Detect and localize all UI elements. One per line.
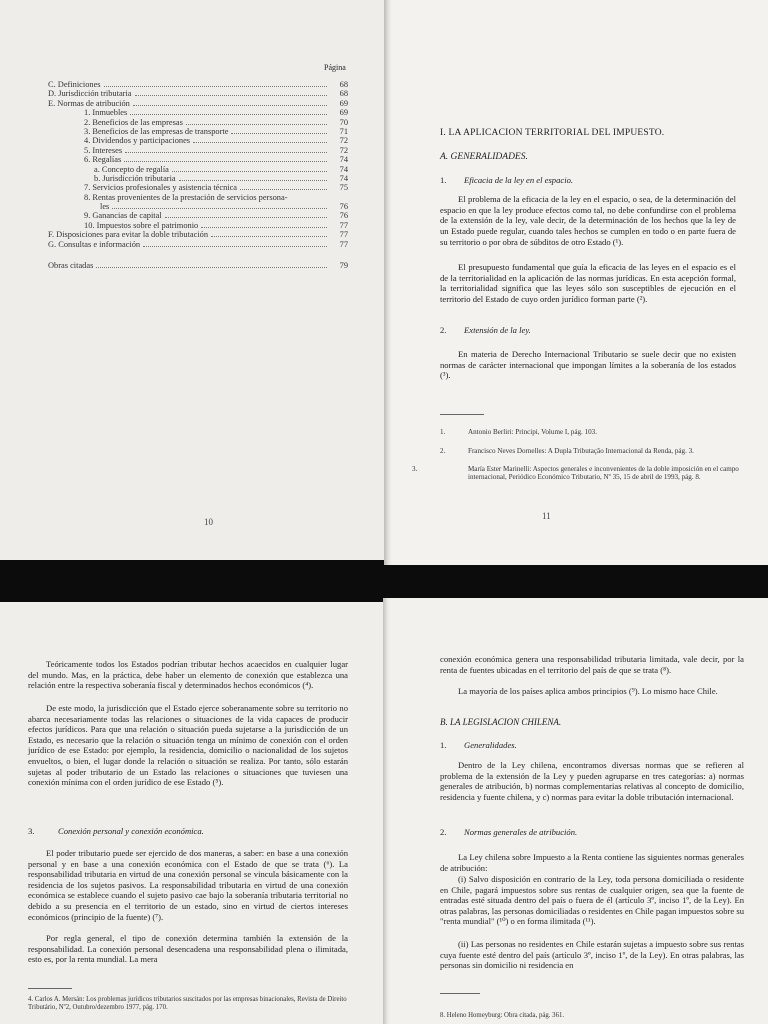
paragraph: El presupuesto fundamental que guía la eficacia de las leyes en el espacio es el de la territorialidad en la aplicación de las normas jurídicas. En esta acepción formal, la territorialidad significa que las leyes sólo son susceptibles de ejecución en el territorio del Estado de cuyo orden jurídico forman parte (²). bbox=[440, 262, 736, 305]
toc-entry: 5. Intereses 72 bbox=[84, 145, 348, 155]
subsection-heading: 1. Generalidades. bbox=[440, 740, 517, 750]
paragraph: De este modo, la jurisdicción que el Estado ejerce soberanamente sobre su territorio no abarca necesariamente todas las relaciones o situaciones de la vida capaces de producir efectos jurídicos. Para que una relación o situación pueda sujetarse a la jurisdicción de un Estado, es necesario que la relación o situación tenga un mínimo de conexión con el orden jurídico de ese Estado: por ejemplo, la residencia, domicilio o nacionalidad de los sujetos envueltos, o bien, el lugar donde la relación o situación se realiza. Por tanto, sólo estarán sujetas al poder tributario de un Estado las relaciones o situaciones que tuviesen una conexión mínima con el orden jurídico de ese Estado (⁵). bbox=[28, 703, 348, 788]
page-13 bbox=[384, 598, 768, 1024]
toc-entry: 3. Beneficios de las empresas de transporte 71 bbox=[84, 126, 348, 136]
toc-entry: a. Concepto de regalía 74 bbox=[94, 164, 348, 174]
page-10-table-of-contents bbox=[0, 0, 388, 560]
paragraph: Dentro de la Ley chilena, encontramos diversas normas que se refieren al problema de la extensión de la Ley y pueden agruparse en tres categorías: a) normas generales de atribución, b) normas complementarias relativas al concepto de domicilio, residencia y fuente chilena, y c) normas para evitar la doble tributación internacional. bbox=[440, 760, 744, 802]
page-number: 11 bbox=[542, 511, 551, 521]
toc-entry: 4. Dividendos y participaciones 72 bbox=[84, 136, 348, 146]
paragraph: En materia de Derecho Internacional Tributario se suele decir que no existen normas de carácter internacional que impongan límites a la soberanía de los estados (³). bbox=[440, 349, 736, 381]
paragraph: (ii) Las personas no residentes en Chile estarán sujetas a impuesto sobre sus rentas cuya fuente esté dentro del país (artículo 3º, inciso 1º, de la Ley). En otras palabras, las personas sin domicilio ni residencia en bbox=[440, 939, 744, 971]
paragraph: conexión económica genera una responsabilidad tributaria limitada, vale decir, por la renta de fuentes ubicadas en el territorio del país de que se trata (⁸). bbox=[440, 654, 744, 675]
toc-entry: E. Normas de atribución 69 bbox=[48, 98, 348, 108]
subsection-heading: 2. Normas generales de atribución. bbox=[440, 827, 578, 837]
toc-list bbox=[48, 80, 348, 270]
toc-entry: 7. Servicios profesionales y asistencia técnica 75 bbox=[84, 183, 348, 193]
toc-entry: D. Jurisdicción tributaria 68 bbox=[48, 89, 348, 99]
paragraph: (i) Salvo disposición en contrario de la Ley, toda persona domiciliada o residente en Chile, pagará impuestos sobre sus rentas de cualquier origen, sea que la fuente de entradas esté situada dentro del país o fuera de él (artículo 3º, inciso 1º, de la Ley). En otras palabras, las personas domiciliadas o residentes en Chile pagan impuestos sobre su "renta mundial" (¹⁰) o en forma ilimitada (¹¹). bbox=[440, 874, 744, 927]
paragraph: El problema de la eficacia de la ley en el espacio, o sea, de la determinación del espacio en que la ley produce efectos como tal, no debe confundirse con el problema de la extensión de la ley, vale decir, de la determinación de los hechos que la ley de un Estado puede regular, cuando tales hechos se cumplen en todo o en parte fuera de su territorio o por obra de súbditos de otro Estado (¹). bbox=[440, 194, 736, 247]
subsection-heading: 2. Extensión de la ley. bbox=[440, 325, 531, 335]
book-gutter bbox=[383, 598, 391, 1024]
toc-entry: b. Jurisdicción tributaria 74 bbox=[94, 173, 348, 183]
toc-entry: G. Consultas e información 77 bbox=[48, 239, 348, 249]
scan-dark-band bbox=[0, 560, 768, 602]
paragraph: Por regla general, el tipo de conexión determina también la extensión de la responsabilidad. La conexión personal desencadena una responsabilidad plena o ilimitada, esto es, por la renta mundial. La mera bbox=[28, 933, 348, 965]
toc-entry: Obras citadas 79 bbox=[48, 261, 348, 271]
paragraph: La Ley chilena sobre Impuesto a la Renta contiene las siguientes normas generales de atribución: bbox=[440, 852, 744, 873]
section-heading: A. GENERALIDADES. bbox=[440, 152, 528, 162]
page-12 bbox=[0, 602, 388, 1024]
footnote-rule bbox=[440, 414, 484, 415]
footnote: 2. Francisco Neves Dornelles: A Dupla Tributação Internacional da Renda, pág. 3. bbox=[440, 447, 694, 455]
footnote: 8. Heleno Homeyburg: Obra citada, pág. 361. bbox=[440, 1012, 565, 1019]
toc-entry: 10. Impuestos sobre el patrimonio 77 bbox=[84, 220, 348, 230]
toc-entry: les 76 bbox=[100, 202, 348, 212]
section-heading: B. LA LEGISLACION CHILENA. bbox=[440, 717, 562, 727]
toc-entry: F. Disposiciones para evitar la doble tributación 77 bbox=[48, 230, 348, 240]
toc-entry: 8. Rentas provenientes de la prestación de servicios persona- bbox=[84, 192, 288, 202]
toc-entry: 6. Regalías 74 bbox=[84, 155, 348, 165]
subsection-heading: 3. Conexión personal y conexión económica. bbox=[28, 826, 204, 836]
paragraph: Teóricamente todos los Estados podrían tributar hechos acaecidos en cualquier lugar del mundo. Mas, en la práctica, debe haber un elemento de conexión que establezca una relación entre la respectiva soberanía fiscal y determinados hechos económicos (⁴). bbox=[28, 659, 348, 691]
toc-entry: 9. Ganancias de capital 76 bbox=[84, 211, 348, 221]
footnote-rule bbox=[28, 988, 72, 989]
book-gutter bbox=[384, 0, 392, 565]
subsection-heading: 1. Eficacia de la ley en el espacio. bbox=[440, 175, 574, 185]
paragraph: La mayoría de los países aplica ambos principios (⁹). Lo mismo hace Chile. bbox=[458, 686, 718, 696]
paragraph: El poder tributario puede ser ejercido de dos maneras, a saber: en base a una conexión personal y en base a una conexión económica con el Estado de que se trata (⁶). La responsabilidad tributaria en virtud de una conexión personal se vincula básicamente con la residencia de los sujetos pasivos. La responsabilidad tributaria en virtud de una conexión económica se establece cuando el sujeto pasivo cae bajo la soberanía tributaria territorial no debido a su presencia en el territorio de un estado, sino en virtud de ciertos intereses económicos (principio de la fuente) (⁷). bbox=[28, 848, 348, 922]
footnote: 4. Carlos A. Mersán: Los problemas jurídicos tributarios suscitados por las empresas binacionales, Revista de Direito Tributário, Nº2, Outubro/dezembro 1977, pág. 170. bbox=[28, 996, 347, 1012]
toc-entry: C. Definiciones 68 bbox=[48, 80, 348, 89]
toc-page-header: Página bbox=[324, 63, 346, 72]
toc-entry: 1. Inmuebles 69 bbox=[84, 108, 348, 118]
chapter-heading: I. LA APLICACION TERRITORIAL DEL IMPUESTO. bbox=[440, 128, 665, 138]
footnote: 3. María Ester Marinelli: Aspectos generales e inconvenientes de la doble imposición en el campo internacional, Periódico Económico Tributario, Nº 35, 15 de abril de 1993, pág. 8. bbox=[412, 465, 739, 482]
footnote: 1. Antonio Berliri: Principi, Volume I, pág. 103. bbox=[440, 428, 597, 436]
page-number: 10 bbox=[204, 517, 213, 527]
toc-entry: 2. Beneficios de las empresas 70 bbox=[84, 117, 348, 127]
footnote-rule bbox=[440, 993, 480, 994]
page-11 bbox=[388, 0, 768, 565]
